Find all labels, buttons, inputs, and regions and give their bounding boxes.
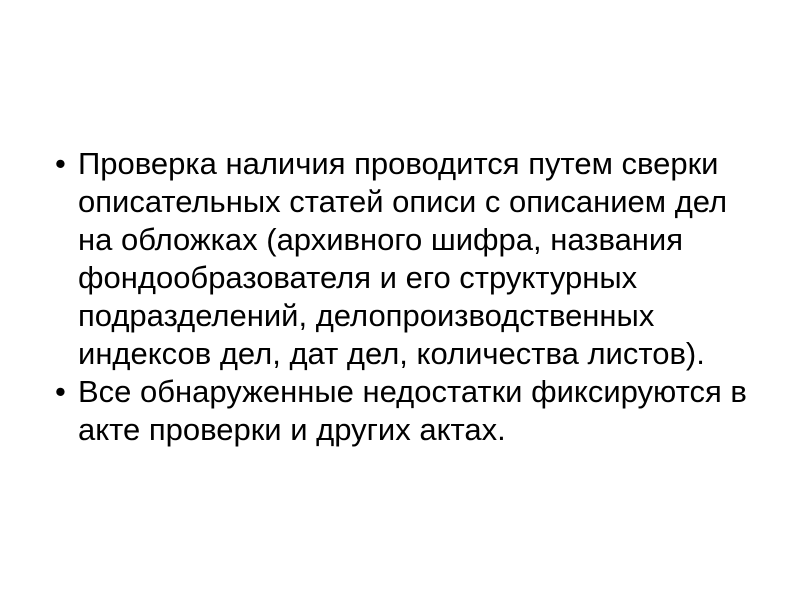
text-line: акте проверки и других актах. <box>78 412 506 447</box>
bullet-item <box>55 373 767 449</box>
text-line: описательных статей описи с описанием дел <box>78 184 728 219</box>
text-line: подразделений, делопроизводственных <box>78 298 655 333</box>
bullet-marker: • <box>55 374 66 409</box>
text-line: индексов дел, дат дел, количества листов). <box>78 336 705 371</box>
bullet-marker: • <box>55 146 66 181</box>
bullet-text <box>78 373 767 449</box>
text-line: фондообразователя и его структурных <box>78 260 638 295</box>
bullet-list <box>55 145 767 449</box>
text-line: Проверка наличия проводится путем сверки <box>78 146 719 181</box>
bullet-text <box>78 145 767 373</box>
bullet-item <box>55 145 767 373</box>
text-line: Все обнаруженные недостатки фиксируются в <box>78 374 747 409</box>
text-line: на обложках (архивного шифра, названия <box>78 222 684 257</box>
